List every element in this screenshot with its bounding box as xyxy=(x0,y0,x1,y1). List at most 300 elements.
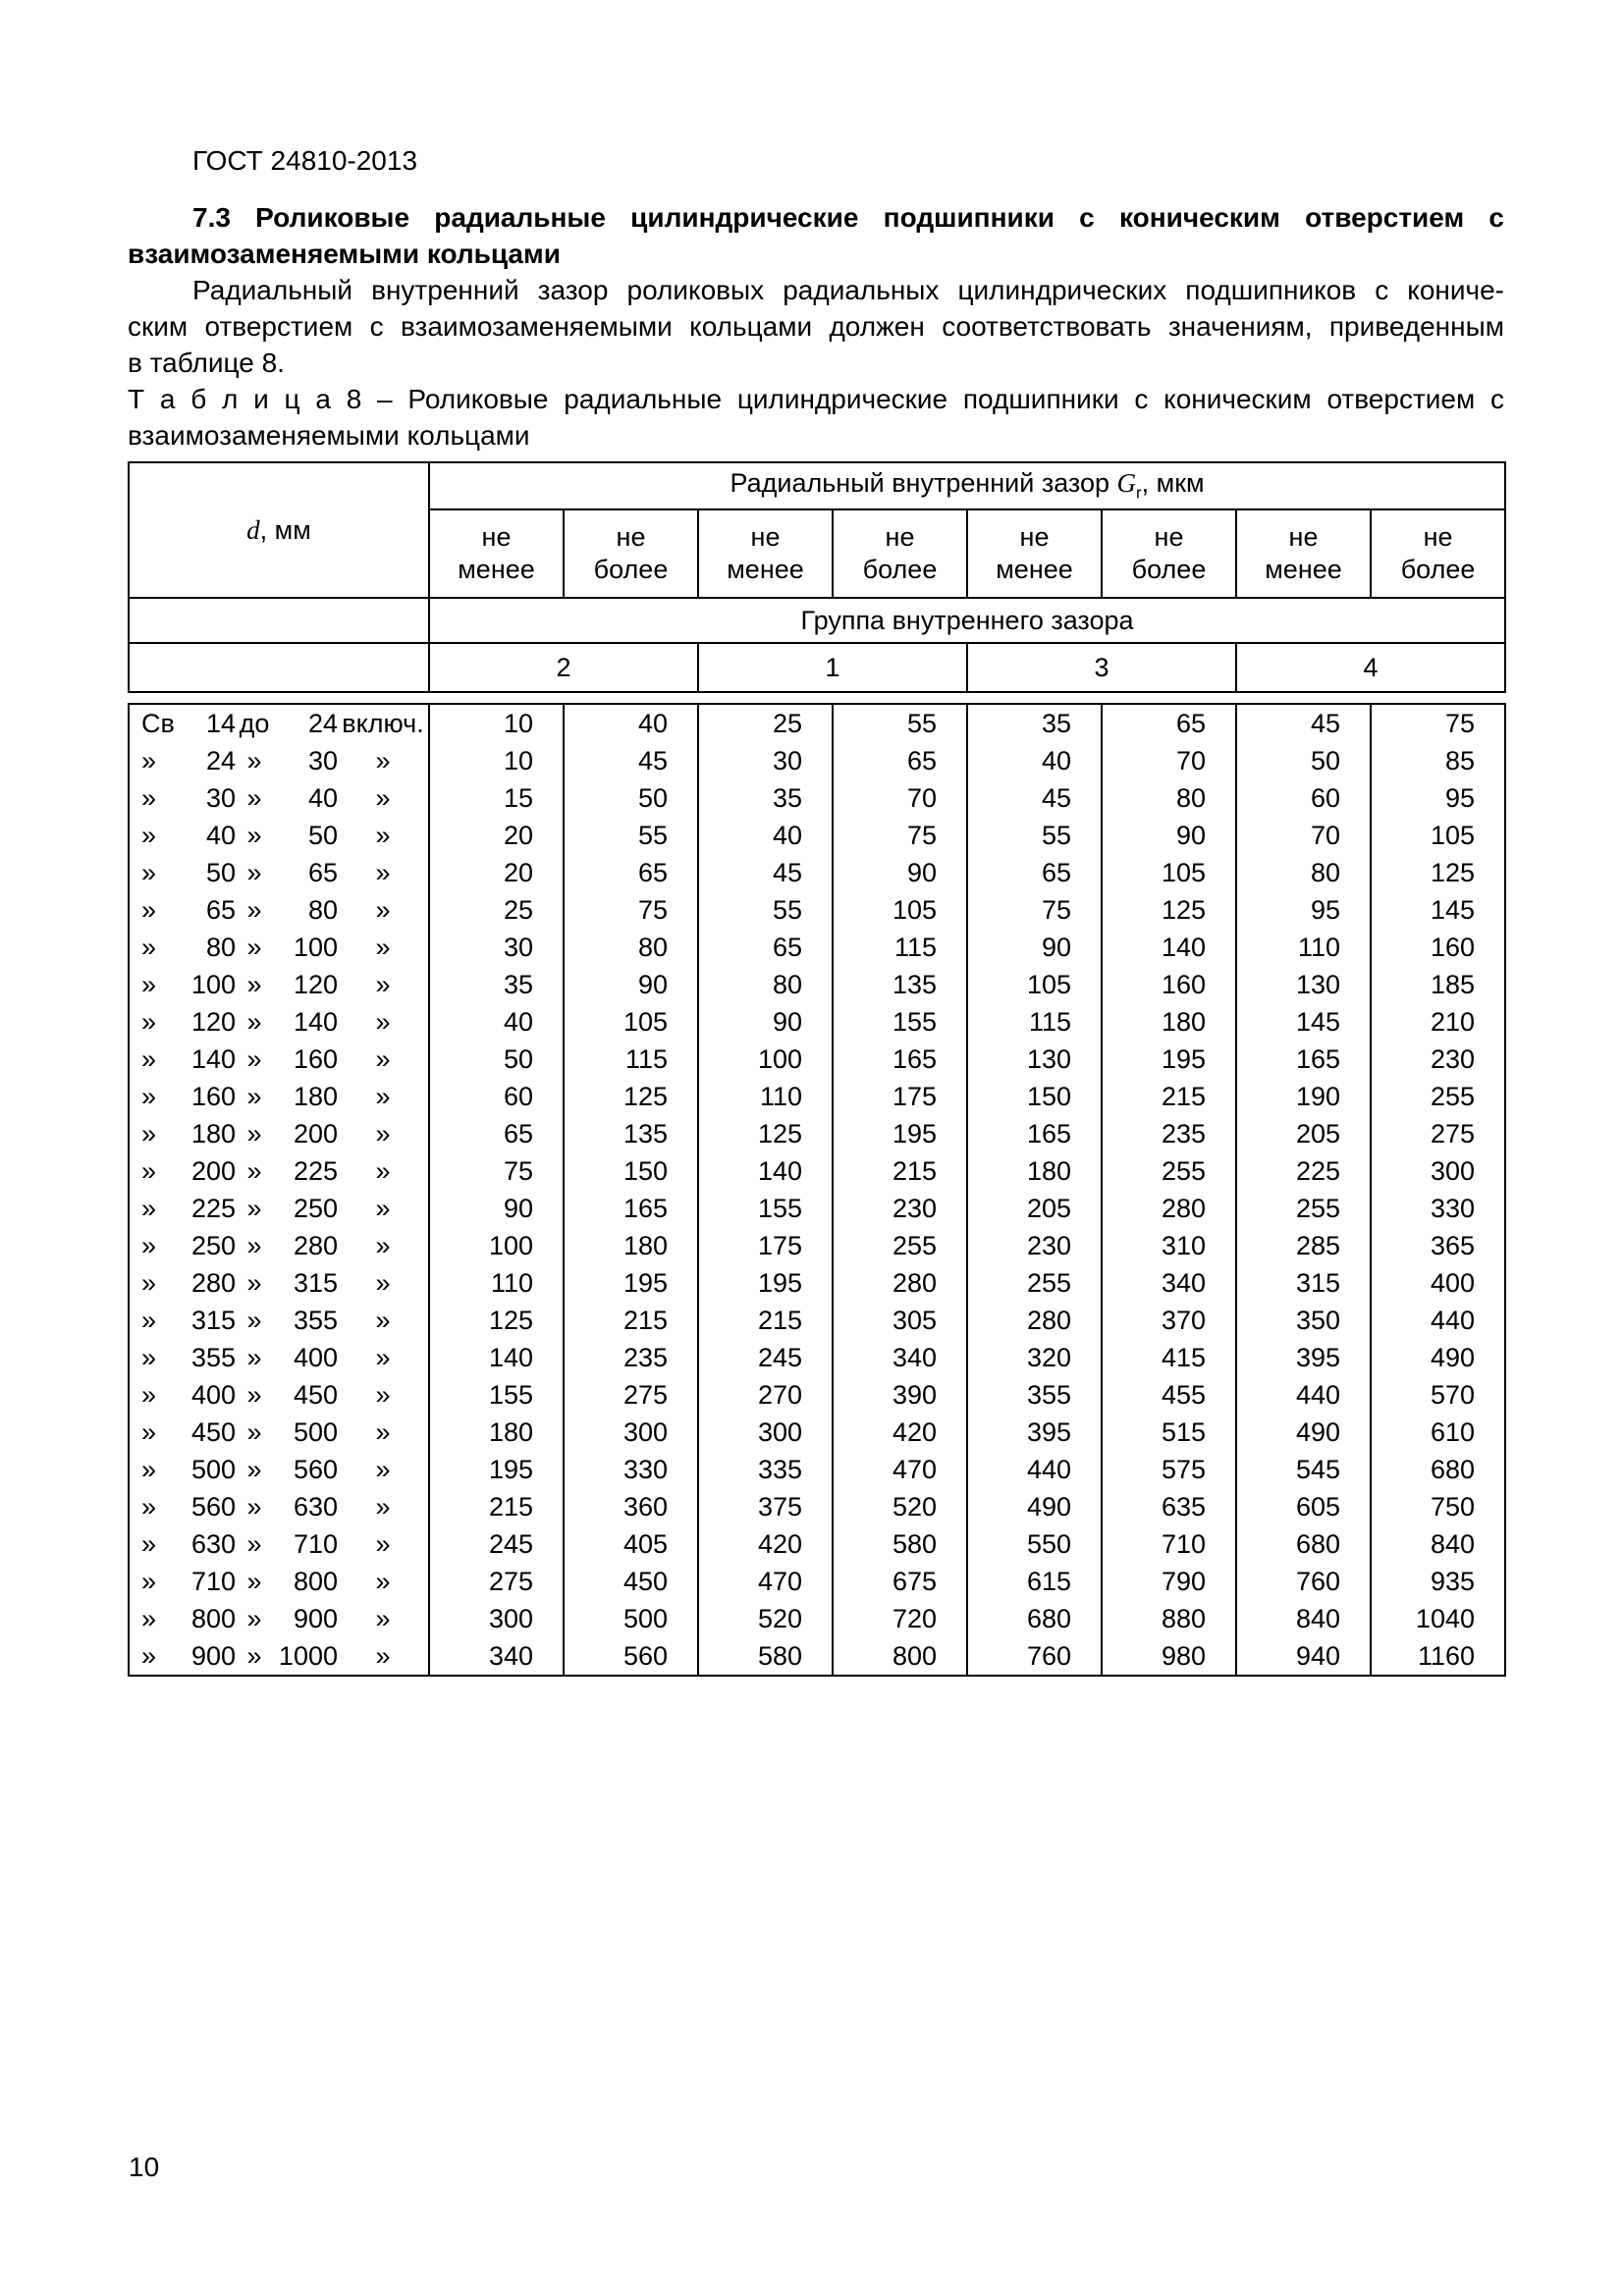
clearance-value: 760 xyxy=(967,1637,1102,1676)
clearance-value: 20 xyxy=(429,854,564,891)
clearance-value: 230 xyxy=(967,1227,1102,1264)
clearance-value: 10 xyxy=(429,704,564,742)
col-header-min-4 xyxy=(1236,509,1371,598)
d-range-part: 900 xyxy=(190,1640,236,1671)
clearance-value: 300 xyxy=(564,1414,698,1451)
d-range-part: 160 xyxy=(293,1043,338,1074)
clearance-table-body xyxy=(128,703,1506,1677)
clearance-value: 65 xyxy=(698,929,833,966)
clearance-value: 75 xyxy=(833,817,967,854)
clearance-value: 90 xyxy=(967,929,1102,966)
min-label-top: не xyxy=(481,522,512,552)
clearance-value: 405 xyxy=(564,1525,698,1563)
table-row xyxy=(129,929,1505,966)
table-row xyxy=(129,1525,1505,1563)
clearance-value: 350 xyxy=(1236,1302,1371,1339)
clearance-value: 760 xyxy=(1236,1563,1371,1600)
clearance-symbol-subscript: r xyxy=(1136,483,1142,503)
clearance-value: 470 xyxy=(698,1563,833,1600)
table-row xyxy=(129,1264,1505,1302)
d-range-cell xyxy=(129,1637,429,1676)
d-range-part: » xyxy=(375,820,391,850)
clearance-value: 50 xyxy=(429,1041,564,1078)
group-number-3: 3 xyxy=(967,643,1236,692)
clearance-value: 355 xyxy=(967,1376,1102,1414)
clearance-value: 150 xyxy=(564,1152,698,1190)
clearance-value: 520 xyxy=(698,1600,833,1637)
d-column-spacer-1 xyxy=(129,598,429,643)
clearance-value: 490 xyxy=(1371,1339,1505,1376)
clearance-value: 420 xyxy=(698,1525,833,1563)
d-range-part: » xyxy=(375,782,391,813)
d-range-part: » xyxy=(375,1230,391,1260)
clearance-value: 515 xyxy=(1102,1414,1236,1451)
d-range xyxy=(130,1604,428,1634)
table-row xyxy=(129,817,1505,854)
d-range-part: » xyxy=(246,1155,262,1186)
d-range-part: » xyxy=(141,1528,157,1559)
clearance-value: 395 xyxy=(1236,1339,1371,1376)
clearance-value: 65 xyxy=(833,742,967,779)
d-range xyxy=(130,1044,428,1075)
clearance-value: 125 xyxy=(698,1115,833,1152)
clearance-symbol: G xyxy=(1116,468,1137,499)
d-range-part: » xyxy=(375,1006,391,1037)
d-range-part: » xyxy=(246,745,262,775)
table-row xyxy=(129,1637,1505,1676)
clearance-value: 230 xyxy=(1371,1041,1505,1078)
d-range-part: » xyxy=(141,969,157,999)
d-range-part: » xyxy=(141,1155,157,1186)
d-range-part: 250 xyxy=(190,1230,236,1260)
d-range-part: » xyxy=(375,1118,391,1148)
clearance-value: 180 xyxy=(1102,1003,1236,1041)
min-label-bottom: менее xyxy=(458,555,535,584)
clearance-value: 70 xyxy=(833,779,967,817)
d-range-part: 24 xyxy=(307,708,338,738)
max-label-bottom: более xyxy=(593,555,669,584)
d-range-cell xyxy=(129,966,429,1003)
group-number-1: 1 xyxy=(698,643,967,692)
d-range-part: 225 xyxy=(293,1155,338,1186)
clearance-value: 95 xyxy=(1371,779,1505,817)
d-range-part: 560 xyxy=(190,1491,236,1522)
d-range-cell xyxy=(129,1302,429,1339)
min-label-top: не xyxy=(1288,522,1319,552)
clearance-value: 935 xyxy=(1371,1563,1505,1600)
d-range-part: 500 xyxy=(190,1454,236,1484)
clearance-table xyxy=(128,461,1504,1677)
d-range-part: » xyxy=(246,1566,262,1596)
clearance-value: 45 xyxy=(967,779,1102,817)
clearance-value: 165 xyxy=(833,1041,967,1078)
clearance-value: 710 xyxy=(1102,1525,1236,1563)
d-range-part: 355 xyxy=(293,1305,338,1335)
clearance-value: 140 xyxy=(429,1339,564,1376)
d-range-part: » xyxy=(246,1193,262,1223)
d-range xyxy=(130,1380,428,1411)
section-heading xyxy=(128,199,1504,272)
clearance-value: 180 xyxy=(967,1152,1102,1190)
clearance-value: 285 xyxy=(1236,1227,1371,1264)
d-range-part: » xyxy=(375,894,391,925)
clearance-value: 560 xyxy=(564,1637,698,1676)
clearance-value: 15 xyxy=(429,779,564,817)
d-range xyxy=(130,1343,428,1373)
d-range-part: » xyxy=(246,1081,262,1111)
d-range xyxy=(130,895,428,926)
clearance-value: 20 xyxy=(429,817,564,854)
clearance-value: 65 xyxy=(1102,704,1236,742)
clearance-value: 165 xyxy=(1236,1041,1371,1078)
d-range-cell xyxy=(129,891,429,929)
d-range-part: 65 xyxy=(307,857,338,887)
d-range-part: 100 xyxy=(190,969,236,999)
clearance-value: 215 xyxy=(1102,1078,1236,1115)
table-caption-line-1: Т а б л и ц а 8 – Роликовые радиальные цилиндрические подшипники с коническим отверстием с xyxy=(128,384,1504,414)
d-range-part: 280 xyxy=(293,1230,338,1260)
clearance-unit: , мкм xyxy=(1141,468,1205,499)
d-range-part: 560 xyxy=(293,1454,338,1484)
clearance-value: 55 xyxy=(564,817,698,854)
clearance-value: 340 xyxy=(429,1637,564,1676)
clearance-value: 680 xyxy=(1236,1525,1371,1563)
clearance-value: 470 xyxy=(833,1451,967,1488)
d-range-part: 630 xyxy=(190,1528,236,1559)
clearance-value: 150 xyxy=(967,1078,1102,1115)
d-range-cell xyxy=(129,1041,429,1078)
d-range xyxy=(130,1268,428,1299)
clearance-value: 280 xyxy=(1102,1190,1236,1227)
d-range-part: 450 xyxy=(293,1379,338,1410)
clearance-value: 300 xyxy=(429,1600,564,1637)
d-column-spacer-2 xyxy=(129,643,429,692)
d-range-part: » xyxy=(141,1640,157,1671)
clearance-value: 340 xyxy=(1102,1264,1236,1302)
clearance-value: 190 xyxy=(1236,1078,1371,1115)
min-label-bottom: менее xyxy=(1265,555,1342,584)
d-range xyxy=(130,821,428,851)
d-range-cell xyxy=(129,1451,429,1488)
d-range-cell xyxy=(129,1264,429,1302)
standard-designation: ГОСТ 24810-2013 xyxy=(192,145,418,176)
clearance-value: 750 xyxy=(1371,1488,1505,1525)
d-range-cell xyxy=(129,779,429,817)
d-range-part: » xyxy=(246,1416,262,1447)
table-caption-line-2: взаимозаменяемыми кольцами xyxy=(128,420,530,451)
clearance-value: 75 xyxy=(564,891,698,929)
clearance-value: 490 xyxy=(967,1488,1102,1525)
d-range-part: » xyxy=(375,1454,391,1484)
clearance-value: 980 xyxy=(1102,1637,1236,1676)
clearance-value: 185 xyxy=(1371,966,1505,1003)
d-range-part: » xyxy=(246,1230,262,1260)
d-range-part: » xyxy=(246,820,262,850)
clearance-value: 60 xyxy=(1236,779,1371,817)
clearance-value: 520 xyxy=(833,1488,967,1525)
clearance-value: 280 xyxy=(967,1302,1102,1339)
clearance-value: 115 xyxy=(967,1003,1102,1041)
d-range-part: 450 xyxy=(190,1416,236,1447)
clearance-value: 45 xyxy=(1236,704,1371,742)
clearance-value: 95 xyxy=(1236,891,1371,929)
clearance-value: 330 xyxy=(1371,1190,1505,1227)
d-range-part: 100 xyxy=(293,932,338,962)
clearance-value: 90 xyxy=(564,966,698,1003)
table-caption xyxy=(128,381,1504,454)
paragraph-line-3: в таблице 8. xyxy=(128,347,285,378)
clearance-value: 115 xyxy=(564,1041,698,1078)
clearance-value: 25 xyxy=(698,704,833,742)
clearance-value: 50 xyxy=(564,779,698,817)
clearance-value: 635 xyxy=(1102,1488,1236,1525)
min-label-top: не xyxy=(750,522,781,552)
d-range-part: 65 xyxy=(205,894,236,925)
d-range-part: » xyxy=(375,1603,391,1633)
clearance-value: 100 xyxy=(429,1227,564,1264)
d-range xyxy=(130,1306,428,1336)
d-range-part: » xyxy=(141,782,157,813)
clearance-value: 315 xyxy=(1236,1264,1371,1302)
d-range-part: 225 xyxy=(190,1193,236,1223)
d-range-part: 14 xyxy=(205,708,236,738)
d-range-cell xyxy=(129,704,429,742)
d-range-part: 250 xyxy=(293,1193,338,1223)
d-column-header xyxy=(129,462,429,598)
clearance-value: 105 xyxy=(1102,854,1236,891)
table-row xyxy=(129,1302,1505,1339)
clearance-value: 580 xyxy=(833,1525,967,1563)
clearance-value: 455 xyxy=(1102,1376,1236,1414)
clearance-value: 55 xyxy=(698,891,833,929)
clearance-value: 35 xyxy=(967,704,1102,742)
clearance-value: 280 xyxy=(833,1264,967,1302)
d-range-part: » xyxy=(246,1528,262,1559)
table-row xyxy=(129,966,1505,1003)
max-label-top: не xyxy=(1154,522,1184,552)
d-range xyxy=(130,746,428,776)
clearance-value: 155 xyxy=(833,1003,967,1041)
d-range-cell xyxy=(129,1152,429,1190)
d-range-part: » xyxy=(246,1267,262,1298)
d-range xyxy=(130,1492,428,1522)
d-range-part: » xyxy=(246,1491,262,1522)
clearance-value: 45 xyxy=(698,854,833,891)
clearance-value: 440 xyxy=(1371,1302,1505,1339)
min-label-top: не xyxy=(1019,522,1050,552)
d-range xyxy=(130,1567,428,1597)
d-range-part: » xyxy=(246,782,262,813)
clearance-value: 85 xyxy=(1371,742,1505,779)
clearance-value: 40 xyxy=(698,817,833,854)
max-label-bottom: более xyxy=(1400,555,1476,584)
d-range xyxy=(130,709,428,739)
clearance-value: 125 xyxy=(1102,891,1236,929)
d-range-cell xyxy=(129,1525,429,1563)
clearance-value: 115 xyxy=(833,929,967,966)
page-number: 10 xyxy=(129,2152,160,2182)
clearance-value: 30 xyxy=(429,929,564,966)
clearance-value: 145 xyxy=(1236,1003,1371,1041)
clearance-value: 60 xyxy=(429,1078,564,1115)
clearance-value: 340 xyxy=(833,1339,967,1376)
clearance-value: 300 xyxy=(1371,1152,1505,1190)
d-range-part: 50 xyxy=(307,820,338,850)
clearance-value: 75 xyxy=(1371,704,1505,742)
clearance-value: 1160 xyxy=(1371,1637,1505,1676)
clearance-value: 105 xyxy=(564,1003,698,1041)
d-range-part: 355 xyxy=(190,1342,236,1372)
d-range xyxy=(130,1194,428,1224)
clearance-value: 35 xyxy=(429,966,564,1003)
max-label-top: не xyxy=(1423,522,1453,552)
d-range-part: 200 xyxy=(190,1155,236,1186)
clearance-value: 580 xyxy=(698,1637,833,1676)
d-range-part: 900 xyxy=(293,1603,338,1633)
d-range-part: » xyxy=(141,745,157,775)
clearance-value: 205 xyxy=(1236,1115,1371,1152)
d-range-part: » xyxy=(141,820,157,850)
d-range-part: » xyxy=(375,1379,391,1410)
clearance-value: 65 xyxy=(967,854,1102,891)
d-range-part: 500 xyxy=(293,1416,338,1447)
clearance-value: 165 xyxy=(967,1115,1102,1152)
clearance-value: 255 xyxy=(1236,1190,1371,1227)
clearance-value: 255 xyxy=(1371,1078,1505,1115)
d-range-part: » xyxy=(141,894,157,925)
clearance-value: 55 xyxy=(833,704,967,742)
clearance-value: 610 xyxy=(1371,1414,1505,1451)
clearance-value: 360 xyxy=(564,1488,698,1525)
clearance-header-text: Радиальный внутренний зазор xyxy=(730,468,1117,499)
clearance-value: 235 xyxy=(564,1339,698,1376)
d-range-part: 140 xyxy=(293,1006,338,1037)
clearance-value: 440 xyxy=(1236,1376,1371,1414)
d-range-part: 30 xyxy=(205,782,236,813)
d-range-part: » xyxy=(246,894,262,925)
table-row xyxy=(129,1041,1505,1078)
d-range-part: 180 xyxy=(293,1081,338,1111)
min-label-bottom: менее xyxy=(996,555,1073,584)
d-range-part: » xyxy=(375,1416,391,1447)
d-range-cell xyxy=(129,1414,429,1451)
clearance-value: 370 xyxy=(1102,1302,1236,1339)
paragraph-line-2: ским отверстием с взаимозаменяемыми кольцами должен соответствовать значениям, приведенным xyxy=(128,311,1504,342)
clearance-value: 210 xyxy=(1371,1003,1505,1041)
d-range-part: » xyxy=(141,1081,157,1111)
d-range-cell xyxy=(129,1115,429,1152)
clearance-value: 40 xyxy=(564,704,698,742)
d-range-cell xyxy=(129,1339,429,1376)
d-range-part: 40 xyxy=(307,782,338,813)
d-range-part: 400 xyxy=(293,1342,338,1372)
d-range-part: » xyxy=(375,1267,391,1298)
group-number-2: 2 xyxy=(429,643,698,692)
clearance-value: 605 xyxy=(1236,1488,1371,1525)
clearance-value: 130 xyxy=(967,1041,1102,1078)
d-range-part: » xyxy=(141,1193,157,1223)
d-range xyxy=(130,1641,428,1672)
table-row xyxy=(129,854,1505,891)
body-paragraph xyxy=(128,272,1504,381)
group-number-4: 4 xyxy=(1236,643,1505,692)
d-range-part: 1000 xyxy=(278,1640,338,1671)
clearance-value: 215 xyxy=(833,1152,967,1190)
d-range-part: » xyxy=(375,969,391,999)
clearance-value: 110 xyxy=(429,1264,564,1302)
table-row xyxy=(129,704,1505,742)
d-range-part: 140 xyxy=(190,1043,236,1074)
clearance-value: 25 xyxy=(429,891,564,929)
d-range-part: » xyxy=(246,1006,262,1037)
clearance-value: 160 xyxy=(1371,929,1505,966)
d-range-cell xyxy=(129,1003,429,1041)
table-row xyxy=(129,1339,1505,1376)
d-range-part: 315 xyxy=(293,1267,338,1298)
d-range-part: 800 xyxy=(190,1603,236,1633)
col-header-min-3 xyxy=(967,509,1102,598)
d-range-cell xyxy=(129,1227,429,1264)
d-range-part: » xyxy=(141,1267,157,1298)
table-row xyxy=(129,1003,1505,1041)
max-label-bottom: более xyxy=(1131,555,1207,584)
clearance-value: 400 xyxy=(1371,1264,1505,1302)
clearance-value: 335 xyxy=(698,1451,833,1488)
clearance-value: 310 xyxy=(1102,1227,1236,1264)
table-row xyxy=(129,1451,1505,1488)
clearance-value: 575 xyxy=(1102,1451,1236,1488)
clearance-value: 330 xyxy=(564,1451,698,1488)
clearance-value: 840 xyxy=(1371,1525,1505,1563)
d-range-part: » xyxy=(375,1342,391,1372)
clearance-value: 395 xyxy=(967,1414,1102,1451)
d-range-part: 50 xyxy=(205,857,236,887)
d-range-part: 200 xyxy=(293,1118,338,1148)
clearance-value: 570 xyxy=(1371,1376,1505,1414)
d-range-part: 710 xyxy=(190,1566,236,1596)
clearance-value: 195 xyxy=(429,1451,564,1488)
clearance-value: 215 xyxy=(698,1302,833,1339)
clearance-value: 90 xyxy=(833,854,967,891)
clearance-value: 300 xyxy=(698,1414,833,1451)
clearance-value: 270 xyxy=(698,1376,833,1414)
clearance-value: 175 xyxy=(833,1078,967,1115)
d-range-cell xyxy=(129,929,429,966)
d-range-part: » xyxy=(141,1416,157,1447)
d-range-cell xyxy=(129,1190,429,1227)
d-range-cell xyxy=(129,1600,429,1637)
clearance-value: 70 xyxy=(1236,817,1371,854)
d-range-cell xyxy=(129,1376,429,1414)
table-row xyxy=(129,1414,1505,1451)
clearance-value: 245 xyxy=(698,1339,833,1376)
clearance-value: 940 xyxy=(1236,1637,1371,1676)
d-range-part: 160 xyxy=(190,1081,236,1111)
d-range-part: » xyxy=(375,1491,391,1522)
col-header-max-4 xyxy=(1371,509,1505,598)
d-range-part: 120 xyxy=(190,1006,236,1037)
clearance-value: 105 xyxy=(967,966,1102,1003)
d-range-cell xyxy=(129,854,429,891)
clearance-value: 110 xyxy=(698,1078,833,1115)
clearance-value: 235 xyxy=(1102,1115,1236,1152)
d-range xyxy=(130,1231,428,1261)
d-range-part: » xyxy=(246,932,262,962)
section-heading-line-2: взаимозаменяемыми кольцами xyxy=(128,239,561,269)
clearance-value: 40 xyxy=(429,1003,564,1041)
clearance-value: 80 xyxy=(1236,854,1371,891)
table-row xyxy=(129,891,1505,929)
